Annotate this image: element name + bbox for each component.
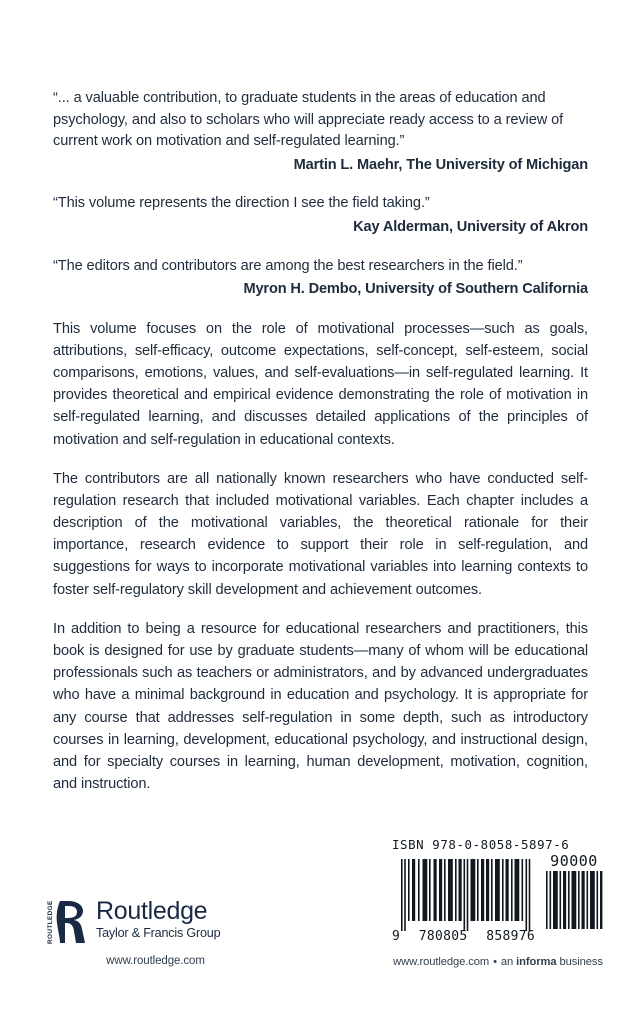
ean-digit-system: 9 bbox=[392, 929, 401, 944]
back-cover-content bbox=[53, 88, 588, 795]
endorsement-quote-text: “... a valuable contribution, to graduate students in the areas of education and psychology, and also to scholars who will appreciate ready access to a review of current work on motivation and self-regulated learning.” bbox=[53, 90, 564, 150]
bullet-separator-icon: • bbox=[493, 956, 497, 968]
endorsement-quote-1 bbox=[53, 88, 588, 176]
description-paragraph-2: The contributors are all nationally known researchers who have conducted self-regulation research that included motivational variables. Each chapter includes a description of the motivational variables, the theoretical rationale for their importance, research evidence to support their role in self-regulation, and suggestions for ways to incorporate motivational variables into learning contexts to foster self-regulatory skill development and achievement outcomes. bbox=[53, 470, 588, 598]
svg-text:ROUTLEDGE: ROUTLEDGE bbox=[47, 900, 54, 944]
endorsement-attribution: Myron H. Dembo, University of Southern California bbox=[243, 281, 588, 298]
endorsement-attribution: Kay Alderman, University of Akron bbox=[353, 218, 588, 235]
imprint-prefix: an bbox=[500, 956, 517, 968]
isbn-label: ISBN 978-0-8058-5897-6 bbox=[392, 837, 570, 852]
isbn-barcode-block bbox=[392, 837, 604, 968]
endorsement-quote-2 bbox=[53, 193, 588, 238]
publisher-logo bbox=[44, 898, 264, 967]
routledge-r-mark-icon bbox=[44, 898, 90, 946]
imprint-suffix: business bbox=[556, 956, 603, 968]
endorsement-quote-text: “This volume represents the direction I see the field taking.” bbox=[53, 195, 430, 212]
endorsement-attribution: Martin L. Maehr, The University of Michigan bbox=[293, 156, 588, 173]
description-paragraph-3: In addition to being a resource for educational researchers and practitioners, this book is designed for use by graduate students—many of whom will be educational professionals such as teachers or administrators, and by advanced undergraduates who have a minimal background in education and psychology. It is appropriate for any course that addresses self-regulation in some depth, such as introductory courses in learning, development, educational psychology, and instructional design, and for specialty courses in learning, human development, motivation, cognition, and instruction. bbox=[53, 620, 588, 793]
publisher-tagline: Taylor & Francis Group bbox=[96, 925, 221, 940]
imprint-website: www.routledge.com bbox=[393, 956, 490, 968]
cover-footer bbox=[0, 832, 641, 1020]
imprint-line bbox=[392, 956, 604, 968]
imprint-brand: informa bbox=[516, 956, 557, 968]
endorsement-quote-3 bbox=[53, 256, 588, 301]
isbn-addon-barcode bbox=[544, 854, 604, 929]
description-paragraph-1: This volume focuses on the role of motivational processes—such as goals, attributions, self-efficacy, outcome expectations, self-concept, self-esteem, social comparisons, emotions, values, and self-evaluations—in self-regulated learning. It provides theoretical and empirical evidence demonstrating the role of motivation in self-regulated learning, and discusses detailed applications of the principles of motivation and self-regulation in educational contexts. bbox=[53, 320, 588, 448]
publisher-name: Routledge bbox=[96, 897, 208, 925]
addon-digits: 90000 bbox=[550, 852, 598, 870]
ean-digits-left-group: 780805 bbox=[418, 929, 468, 944]
publisher-website: www.routledge.com bbox=[106, 955, 205, 967]
ean-digits-right-group: 858976 bbox=[486, 929, 535, 944]
endorsement-quote-text: “The editors and contributors are among the best researchers in the field.” bbox=[53, 257, 523, 274]
ean13-barcode bbox=[392, 859, 535, 943]
